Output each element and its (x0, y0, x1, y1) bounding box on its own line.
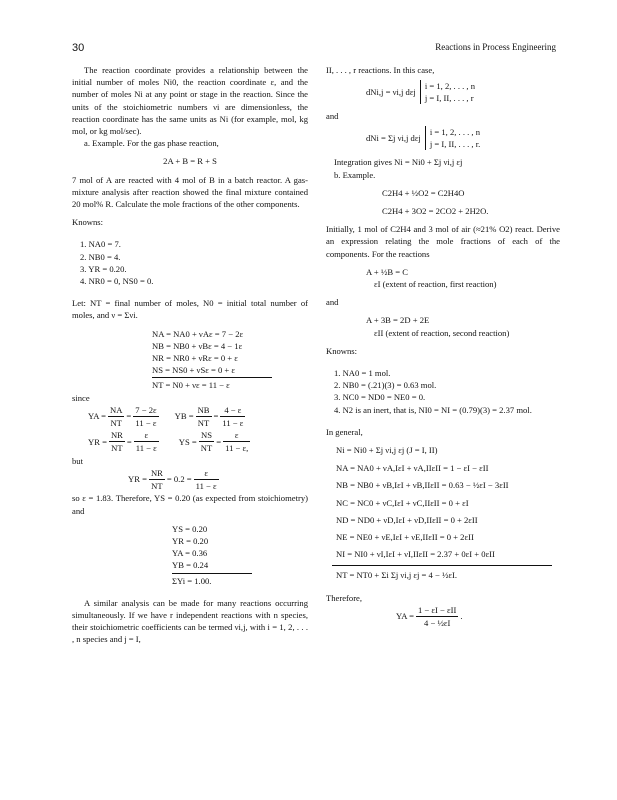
equation: NS = NS0 + νSε = 0 + ε (152, 365, 236, 376)
paragraph-solution: so ε = 1.83. Therefore, YS = 0.20 (as expected from stoichiometry) and (72, 493, 308, 516)
list-item: 1. NA0 = 1 mol. (334, 368, 391, 379)
knowns-label-b: Knowns: (326, 345, 358, 356)
and-label-2: and (326, 297, 339, 308)
right-column (326, 64, 560, 629)
example-b-label: b. Example. (334, 169, 376, 180)
yr-lhs: YR = (88, 436, 107, 447)
eq1-lhs: dNi,j = νi,j dεj (366, 87, 416, 98)
yr-frac2: $\frac{\varepsilon}{11 - \varepsilon}$ (135, 430, 157, 454)
since-label: since (72, 392, 90, 403)
ys-lhs: YS = (178, 436, 197, 447)
results-list (72, 523, 308, 572)
integration-text: Integration gives Ni = Ni0 + Σj νi,j εj (334, 157, 463, 168)
list-item: 3. YR = 0.20. (80, 263, 127, 274)
reaction-b1: C2H4 + ½O2 = C2H4O (382, 187, 465, 198)
paragraph-problem-b: Initially, 1 mol of C2H4 and 3 mol of air (≈21% O2) react. Derive an expression relating the mole fractions of each of the components. For the reactions (326, 224, 560, 259)
list-item: 4. N2 is an inert, that is, NI0 = NI = (0.79)(3) = 2.37 mol. (334, 404, 532, 415)
knowns-list-a (72, 238, 308, 287)
paragraph-continued: II, . . . , r reactions. In this case, (326, 65, 435, 75)
total-rule (332, 565, 552, 566)
equation: ND = ND0 + νD,IεI + νD,IIεII = 0 + 2εII (336, 514, 478, 525)
reaction-first-note: εI (extent of reaction, first reaction) (374, 279, 497, 290)
yb-frac1: $\frac{NB}{NT}$ (197, 404, 210, 429)
result: YB = 0.24 (172, 560, 209, 571)
knowns-label-a: Knowns: (72, 217, 104, 228)
final-lhs: YA = (396, 611, 414, 622)
yb-lhs: YB = (174, 411, 194, 422)
let-definitions: Let: NT = final number of moles, N0 = initial total number of moles, and ν = Σνi. (72, 298, 308, 321)
mole-balance-equations-b (326, 462, 560, 560)
differential-equation-2 (326, 126, 560, 150)
yr2-frac2: $\frac{\varepsilon}{11 - \varepsilon}$ (195, 467, 217, 492)
result: YS = 0.20 (172, 523, 208, 534)
equation: NI = NI0 + νI,IεI + νI,IIεII = 2.37 + 0εI + 0εII (336, 549, 495, 560)
mole-fraction-row-rs: YR = $\frac{NR}{NT}$ = $\frac{\varepsilon}{11 - \varepsilon}$ YS = $\frac{NS}{NT}$ = $\frac{\varepsilon}{11 - \varepsilon,}$ (88, 430, 249, 454)
ya-frac2: $\frac{7 - 2\varepsilon}{11 - \varepsilon}$ (135, 404, 157, 429)
paragraph-problem-a: 7 mol of A are reacted with 4 mol of B in a batch reactor. A gas-mixture analysis after reaction showed the final mixture contained 20 mol% R. Calculate the mole fractions of the other components. (72, 174, 308, 210)
ys-frac1: $\frac{NS}{NT}$ (200, 430, 213, 454)
equation: NC = NC0 + νC,IεI + νC,IIεII = 0 + εI (336, 497, 469, 508)
example-a-intro: a. Example. For the gas phase reaction, (84, 138, 219, 149)
result: YR = 0.20 (172, 535, 209, 546)
differential-equation-1 (326, 80, 560, 104)
yr-frac1: $\frac{NR}{NT}$ (110, 430, 123, 454)
equation: NB = NB0 + νB,IεI + νB,IIεII = 0.63 − ½εI − 3εII (336, 480, 509, 491)
total-moles-equation: NT = N0 + νε = 11 − ε (152, 380, 230, 391)
list-item: 2. NB0 = (.21)(3) = 0.63 mol. (334, 380, 437, 391)
reaction-second-note: εII (extent of reaction, second reaction) (374, 327, 510, 338)
ys-frac2: $\frac{\varepsilon}{11 - \varepsilon,}$ (225, 430, 249, 454)
eq2-lhs: dNi = Σj νi,j dεj (366, 133, 421, 144)
in-general-label: In general, (326, 426, 363, 437)
paragraph-reaction-coordinate: The reaction coordinate provides a relationship between the initial number of moles Ni0, the reaction coordinate ε, and the number of moles Ni at any point or stage in the reaction. Since the units of the stoichiometric numbers νi are dimensionless, the reaction coordinate has the same units as Ni (for example, mol, kg mol, or kg mol/sec). (72, 65, 308, 137)
yr-condition (72, 467, 308, 492)
yr2-frac1: $\frac{NR}{NT}$ (150, 467, 163, 492)
running-title: Reactions in Process Engineering (435, 42, 556, 52)
left-column (72, 64, 308, 646)
list-item: 2. NB0 = 4. (80, 251, 121, 262)
but-label: but (72, 455, 83, 466)
list-item: 4. NR0 = 0, NS0 = 0. (80, 276, 154, 287)
page-header (72, 42, 556, 56)
total-moles-b: NT = NT0 + Σi Σj νi,j εj = 4 − ½εI. (336, 570, 458, 581)
eq2-conditions: i = 1, 2, . . . , n j = I, II, . . . , r. (425, 126, 480, 150)
therefore-label: Therefore, (326, 592, 363, 603)
and-label-1: and (326, 111, 339, 122)
yb-frac2: $\frac{4 - \varepsilon}{11 - \varepsilon}$ (222, 404, 244, 429)
final-expression: YA = $\frac{\text{1 − εI − εII}}{\text{4 − ½εI}}$ . (396, 604, 463, 629)
mole-balance-equations-a (72, 328, 308, 377)
reaction-second: A + 3B = 2D + 2E (366, 315, 430, 326)
results-sum: ΣYi = 1.00. (172, 575, 212, 586)
result: YA = 0.36 (172, 548, 208, 559)
equation: NA = NA0 + νA,IεI + νA,IIεII = 1 − εI − εII (336, 463, 489, 474)
list-item: 3. NC0 = ND0 = NE0 = 0. (334, 392, 426, 403)
sum-rule (152, 377, 272, 378)
yr2-mid: = 0.2 = (166, 474, 192, 485)
reaction-first: A + ½B = C (366, 266, 408, 277)
general-equation: Ni = Ni0 + Σj νi,j εj (J = I, II) (336, 445, 438, 456)
reaction-a: 2A + B = R + S (163, 156, 217, 167)
results-rule (172, 573, 252, 574)
list-item: 1. NA0 = 7. (80, 239, 121, 250)
final-frac: $\frac{\text{1 − εI − εII}}{\text{4 − ½εI}}$ (417, 604, 457, 629)
equation: NA = NA0 + νAε = 7 − 2ε (152, 328, 244, 339)
equation: NE = NE0 + νE,IεI + νE,IIεII = 0 + 2εII (336, 532, 474, 543)
ya-frac1: $\frac{NA}{NT}$ (109, 404, 123, 429)
knowns-list-b (326, 367, 560, 416)
eq1-conditions: i = 1, 2, . . . , n j = I, II, . . . , r (420, 80, 475, 104)
yr2-lhs: YR = (128, 474, 147, 485)
paragraph-multiple-reactions: A similar analysis can be made for many reactions occurring simultaneously. If we have r independent reactions with n species, their stoichiometric coefficients can be termed νi,j, with i = 1, 2, . . . , n species and j = I, (72, 597, 308, 645)
reaction-b2: C2H4 + 3O2 = 2CO2 + 2H2O. (382, 206, 489, 217)
equation: NB = NB0 + νBε = 4 − 1ε (152, 340, 243, 351)
equation: NR = NR0 + νRε = 0 + ε (152, 353, 238, 364)
page-number: 30 (72, 42, 85, 54)
ya-lhs: YA = (88, 411, 106, 422)
mole-fraction-row-ab: YA = $\frac{NA}{NT}$ = $\frac{7 - 2\varepsilon}{11 - \varepsilon}$ YB = $\frac{NB}{NT}$ = $\frac{4 - \varepsilon}{11 - \varepsilon}$ (88, 404, 244, 429)
